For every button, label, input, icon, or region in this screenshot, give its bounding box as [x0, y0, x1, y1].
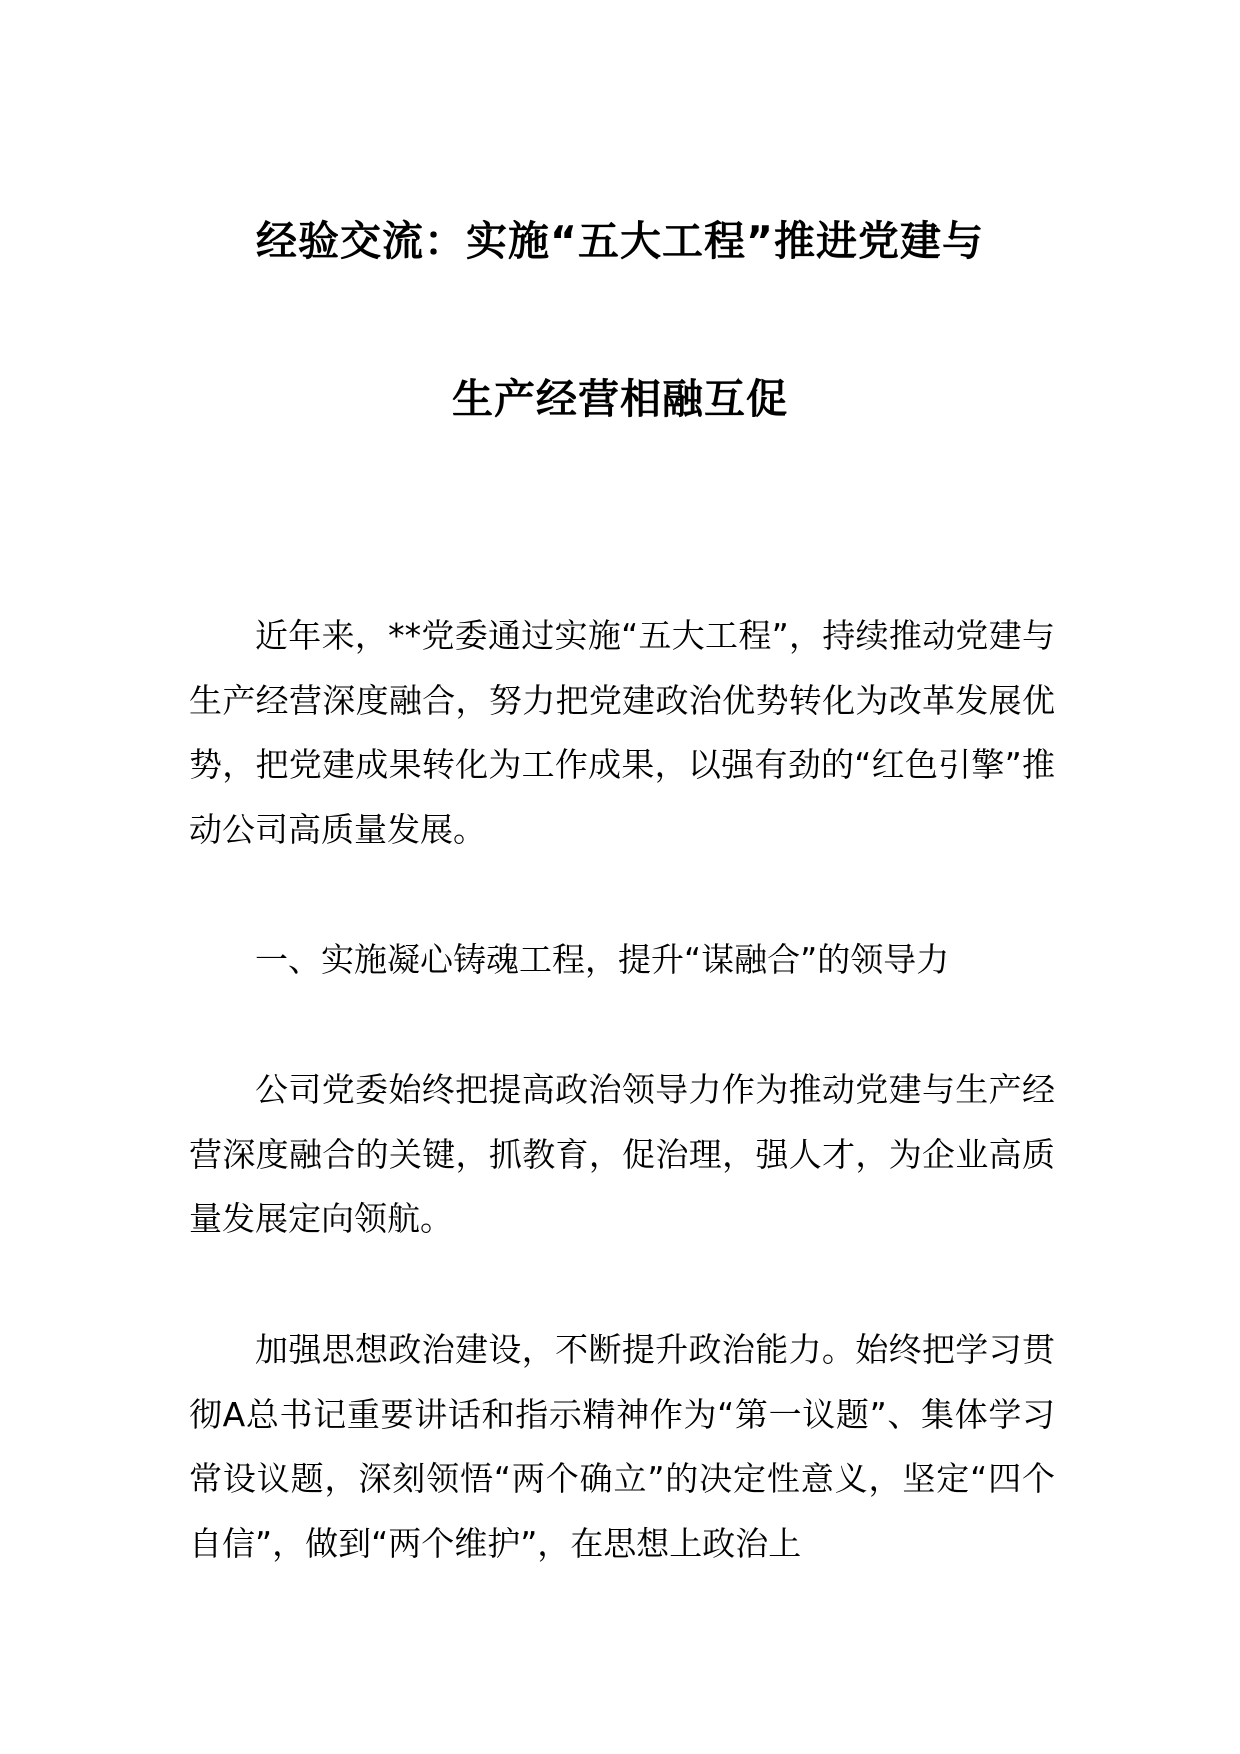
body-paragraph-2: 加强思想政治建设，不断提升政治能力。始终把学习贯彻A总书记重要讲话和指示精神作为“第一议题”、集体学习常设议题，深刻领悟“两个确立”的决定性意义，坚定“四个自信”，做到“两个维护”，在思想上政治上 [189, 1330, 1055, 1563]
document-title-line-2: 生产经营相融互促 [452, 375, 788, 423]
document-title-line-1: 经验交流：实施“五大工程”推进党建与 [256, 217, 984, 265]
intro-paragraph: 近年来，**党委通过实施“五大工程”，持续推动党建与生产经营深度融合，努力把党建政治优势转化为改革发展优势，把党建成果转化为工作成果，以强有劲的“红色引擎”推动公司高质量发展。 [189, 616, 1055, 849]
section-heading-1: 一、实施凝心铸魂工程，提升“谋融合”的领导力 [255, 940, 950, 979]
body-paragraph-1: 公司党委始终把提高政治领导力作为推动党建与生产经营深度融合的关键，抓教育，促治理，强人才，为企业高质量发展定向领航。 [189, 1070, 1055, 1238]
